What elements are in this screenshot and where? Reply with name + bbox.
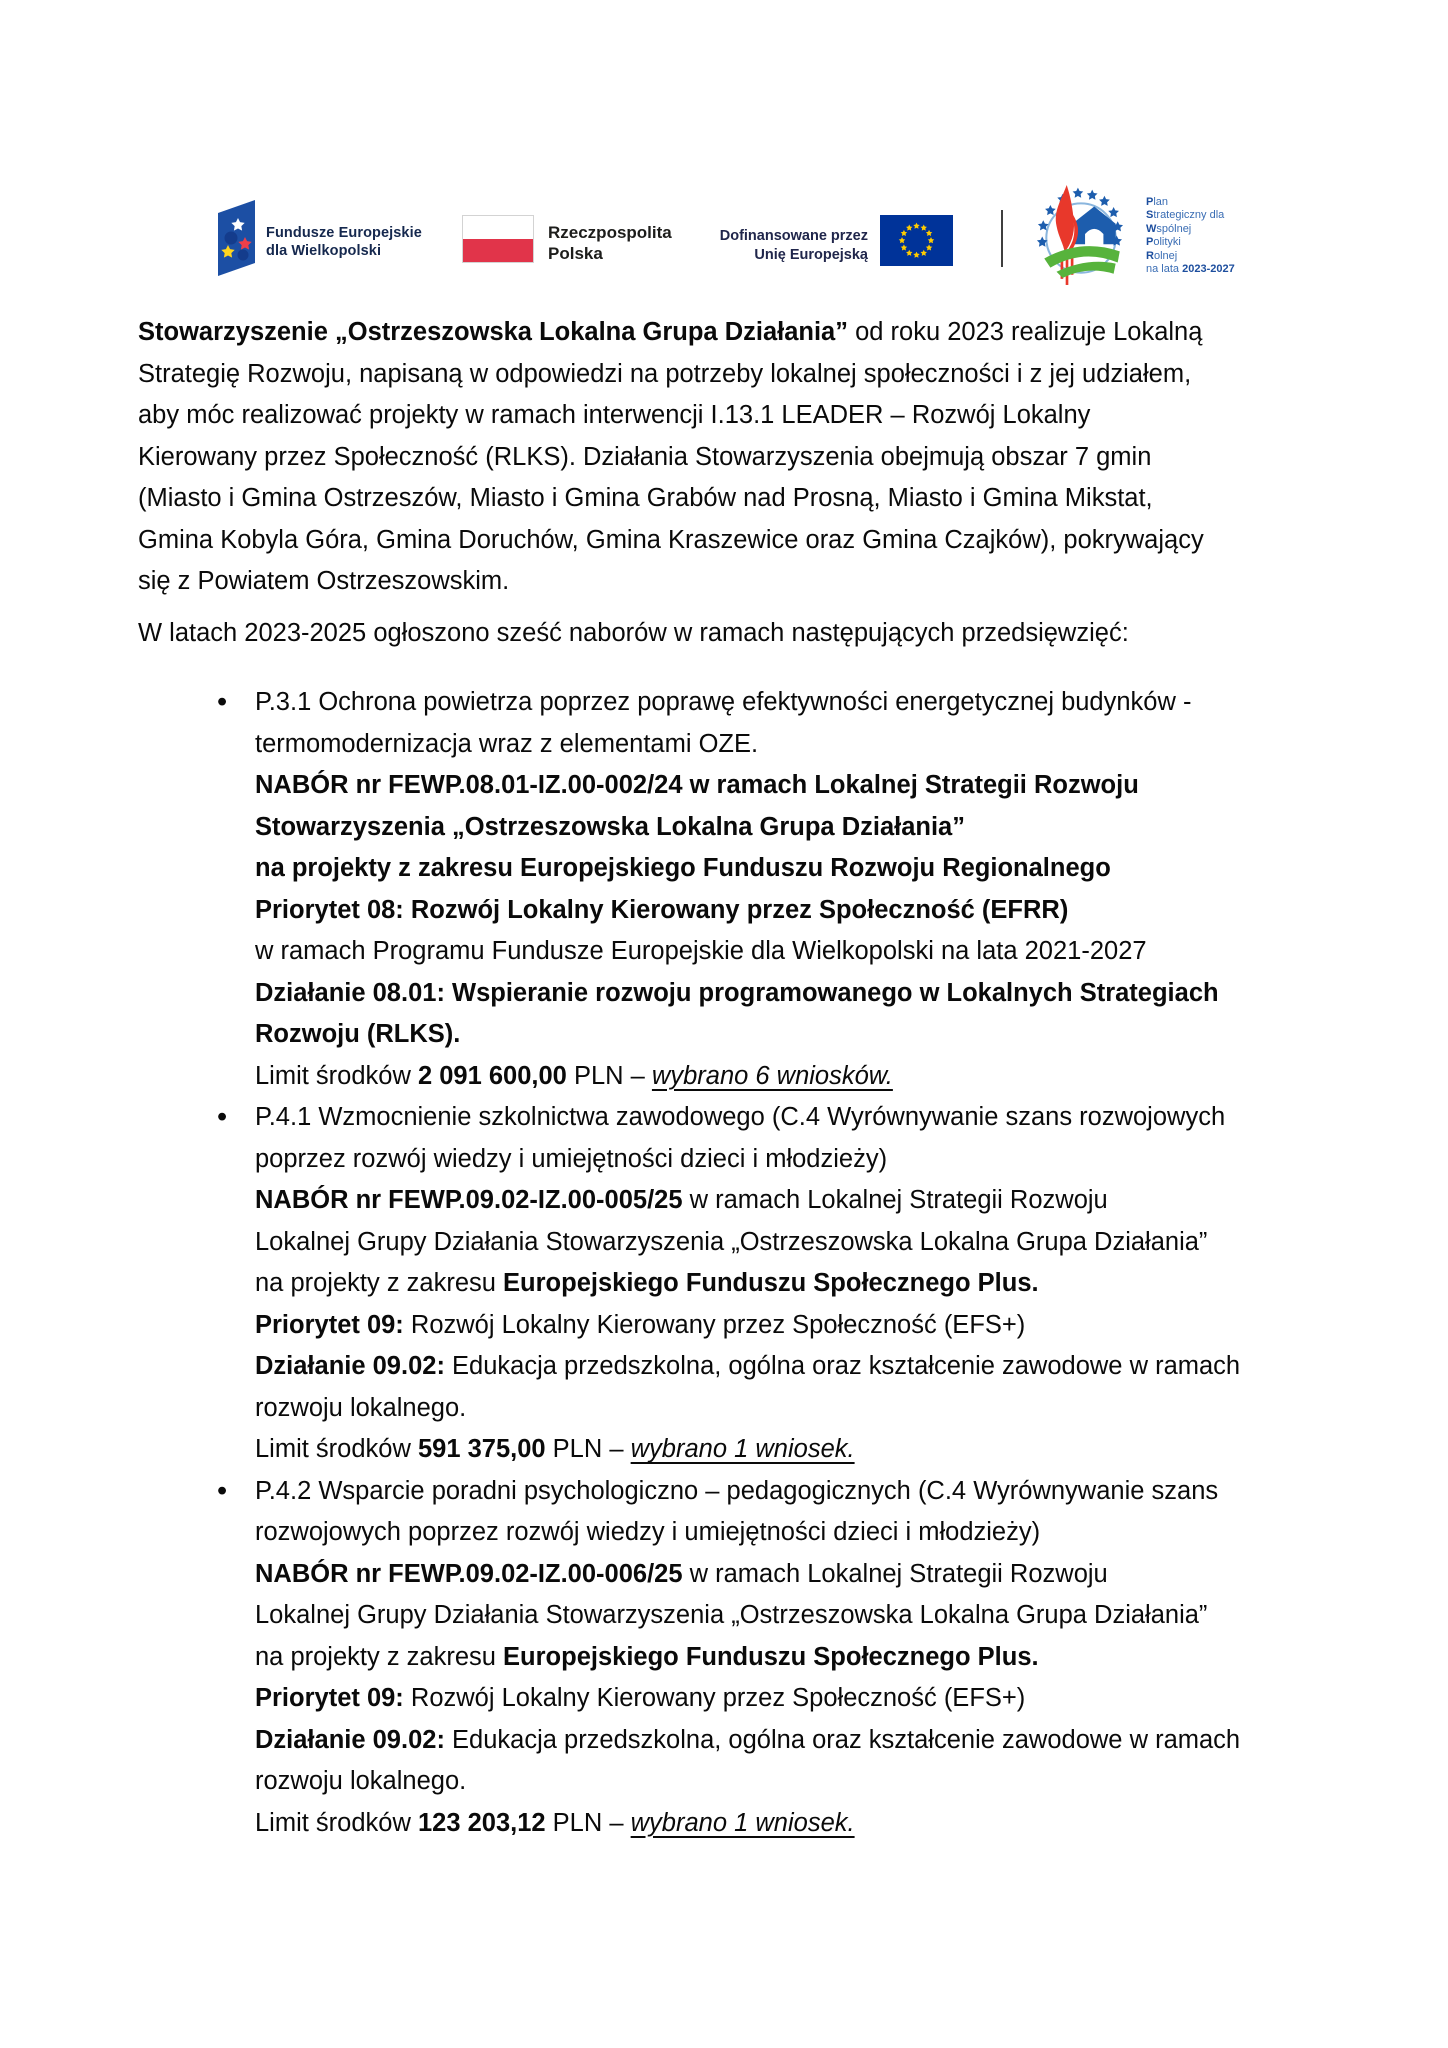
paragraph-intro: [138, 312, 1314, 603]
limit-line: Limit środków 123 203,12 PLN – wybrano 1 wniosek.: [255, 1808, 855, 1837]
document-body: [138, 312, 1314, 1844]
text-line: aby móc realizować projekty w ramach interwencji I.13.1 LEADER – Rozwój Lokalny: [138, 401, 1091, 429]
list-item-p42: [138, 1471, 1314, 1845]
text-line: P.4.1 Wzmocnienie szkolnictwa zawodowego (C.4 Wyrównywanie szans rozwojowych: [255, 1103, 1226, 1131]
list-item-p41: [138, 1097, 1314, 1471]
text-line: Lokalnej Grupy Działania Stowarzyszenia „Ostrzeszowska Lokalna Grupa Działania”: [255, 1227, 1208, 1256]
paragraph-nabory-intro: [138, 613, 1314, 655]
text-line: NABÓR nr FEWP.08.01-IZ.00-002/24 w ramach Lokalnej Strategii Rozwoju: [255, 771, 1139, 799]
text-line: Stowarzyszenia „Ostrzeszowska Lokalna Grupa Działania”: [255, 812, 965, 841]
list-item-p31: [138, 682, 1314, 1097]
pswpr-label-line: Polityki: [1146, 236, 1181, 249]
text-line: Działanie 08.01: Wspieranie rozwoju programowanego w Lokalnych Strategiach: [255, 978, 1219, 1007]
text-line: się z Powiatem Ostrzeszowskim.: [138, 567, 510, 595]
text-line: Strategię Rozwoju, napisaną w odpowiedzi na potrzeby lokalnej społeczności i z jej udziałem,: [138, 359, 1192, 388]
logo-header: [0, 0, 1448, 300]
text-line: na projekty z zakresu Europejskiego Funduszu Społecznego Plus.: [255, 1269, 1039, 1297]
text-line: Priorytet 08: Rozwój Lokalny Kierowany przez Społeczność (EFRR): [255, 895, 1069, 924]
text-line: Priorytet 09: Rozwój Lokalny Kierowany przez Społeczność (EFS+): [255, 1310, 1026, 1339]
text-line: Rozwoju (RLKS).: [255, 1020, 461, 1048]
text-line: Priorytet 09: Rozwój Lokalny Kierowany przez Społeczność (EFS+): [255, 1684, 1026, 1712]
text-line: Działanie 09.02: Edukacja przedszkolna, ogólna oraz kształcenie zawodowe w ramach: [255, 1352, 1241, 1380]
limit-line: Limit środków 591 375,00 PLN – wybrano 1 wniosek.: [255, 1435, 855, 1463]
fundusze-europejskie-flag-icon: [218, 200, 255, 276]
fe-label-line1: Fundusze Europejskie: [266, 225, 422, 241]
pl-label-line1: Rzeczpospolita: [548, 223, 672, 242]
text-line: w ramach Programu Fundusze Europejskie dla Wielkopolski na lata 2021-2027: [255, 937, 1147, 965]
text-line: W latach 2023-2025 ogłoszono sześć naborów w ramach następujących przedsięwzięć:: [138, 618, 1129, 647]
text-line: rozwoju lokalnego.: [255, 1393, 467, 1422]
pswpr-label-line: na lata 2023-2027: [1146, 263, 1235, 276]
text-line: P.3.1 Ochrona powietrza poprzez poprawę efektywności energetycznej budynków -: [255, 688, 1192, 716]
nabory-bullet-list: [138, 682, 1314, 1844]
bullet-icon: •: [217, 686, 228, 718]
text-line: Lokalnej Grupy Działania Stowarzyszenia „Ostrzeszowska Lokalna Grupa Działania”: [255, 1601, 1208, 1629]
poland-flag-icon: [462, 215, 534, 263]
pswpr-label-line: Rolnej: [1146, 249, 1178, 262]
text-line: na projekty z zakresu Europejskiego Funduszu Społecznego Plus.: [255, 1642, 1039, 1671]
fundusze-europejskie-label: [266, 224, 422, 260]
text-line: poprzez rozwój wiedzy i umiejętności dzieci i młodzieży): [255, 1144, 888, 1173]
text-line: rozwoju lokalnego.: [255, 1767, 467, 1795]
limit-line: Limit środków 2 091 600,00 PLN – wybrano 6 wniosków.: [255, 1061, 893, 1090]
bullet-icon: •: [217, 1474, 228, 1507]
text-line: Działanie 09.02: Edukacja przedszkolna, ogólna oraz kształcenie zawodowe w ramach: [255, 1725, 1241, 1754]
text-line: (Miasto i Gmina Ostrzeszów, Miasto i Gmina Grabów nad Prosną, Miasto i Gmina Mikstat,: [138, 484, 1153, 512]
bullet-icon: •: [217, 1101, 228, 1133]
text-line: Gmina Kobyla Góra, Gmina Doruchów, Gmina Kraszewice oraz Gmina Czajków), pokrywający: [138, 525, 1204, 554]
text-line: rozwojowych poprzez rozwój wiedzy i umiejętności dzieci i młodzieży): [255, 1518, 1041, 1546]
rzeczpospolita-polska-label: [548, 222, 672, 264]
text-line: NABÓR nr FEWP.09.02-IZ.00-006/25 w ramach Lokalnej Strategii Rozwoju: [255, 1559, 1108, 1588]
text-line: termomodernizacja wraz z elementami OZE.: [255, 729, 759, 758]
text-line: P.4.2 Wsparcie poradni psychologiczno – pedagogicznych (C.4 Wyrównywanie szans: [255, 1476, 1219, 1505]
header-divider: [1001, 210, 1003, 267]
pswpr-label: [1146, 196, 1235, 276]
eu-funding-label: [688, 227, 868, 265]
text-line: NABÓR nr FEWP.09.02-IZ.00-005/25 w ramach Lokalnej Strategii Rozwoju: [255, 1186, 1108, 1214]
eu-label-line2: Unię Europejską: [754, 247, 868, 263]
pswpr-label-line: Plan: [1146, 196, 1169, 208]
eu-label-line1: Dofinansowane przez: [719, 228, 868, 244]
pswpr-label-line: Strategiczny dla: [1146, 209, 1225, 222]
fe-label-line2: dla Wielkopolski: [266, 243, 382, 259]
text-line: Kierowany przez Społeczność (RLKS). Działania Stowarzyszenia obejmują obszar 7 gmin: [138, 442, 1152, 471]
text-line: Stowarzyszenie „Ostrzeszowska Lokalna Grupa Działania” od roku 2023 realizuje Lokalną: [138, 318, 1203, 346]
pl-label-line2: Polska: [548, 244, 603, 263]
pswpr-emblem-icon: [1030, 180, 1134, 288]
pswpr-label-line: Wspólnej: [1146, 222, 1192, 235]
eu-flag-icon: [880, 215, 953, 266]
text-line: na projekty z zakresu Europejskiego Funduszu Rozwoju Regionalnego: [255, 854, 1111, 882]
